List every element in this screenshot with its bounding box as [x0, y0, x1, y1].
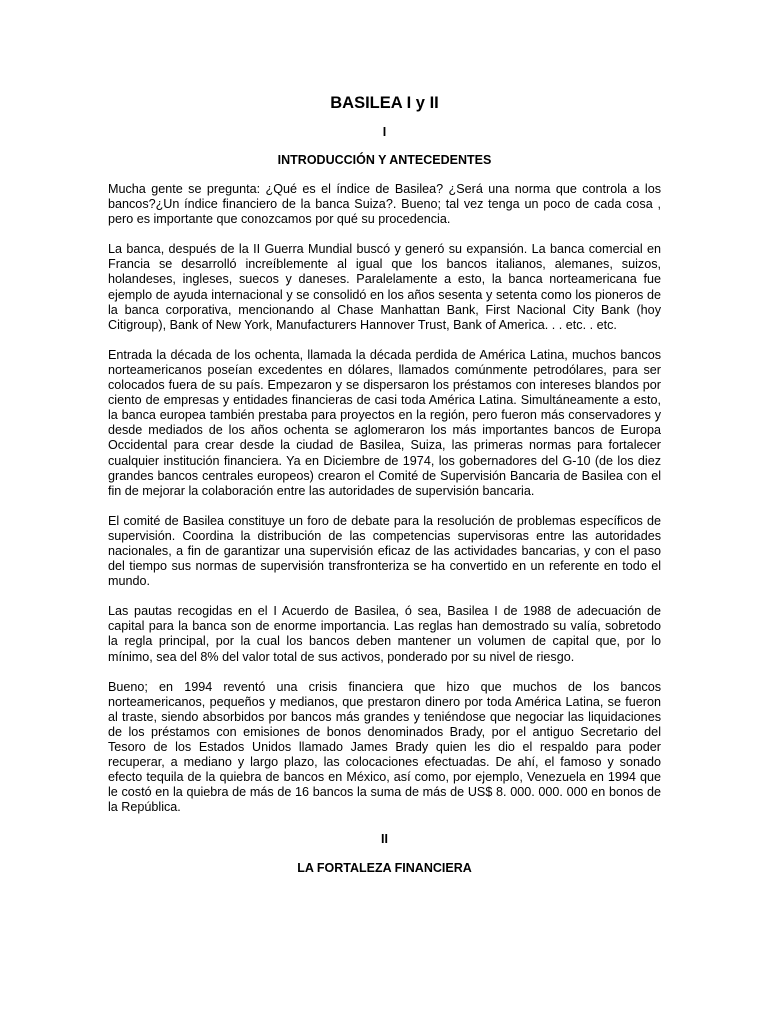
- section-heading-2: LA FORTALEZA FINANCIERA: [297, 861, 472, 876]
- paragraph-3: Entrada la década de los ochenta, llamada la década perdida de América Latina, muchos bancos norteamericanos poseían excedentes en dólares, llamados comúnmente petrodólares, para ser colocados fuera de su país. Empezaron y se dispersaron los préstamos con intereses blandos por ciento de empresas y entidades financieras de casi toda América Latina. Simultáneamente a esto, la banca europea también prestaba para proyectos en la región, pero fueron más conservadores y desde mediados de los años ochenta se aglomeraron los más importantes bancos de Europa Occidental para crear desde la ciudad de Basilea, Suiza, las primeras normas para fortalecer cualquier institución financiera. Ya en Diciembre de 1974, los gobernadores del G-10 (de los diez grandes bancos centrales europeos) crearon el Comité de Supervisión Bancaria de Basilea con el fin de mejorar la colaboración entre las autoridades de supervisión bancaria.: [108, 347, 661, 498]
- section-number-1: I: [382, 125, 387, 139]
- paragraph-2: La banca, después de la II Guerra Mundial buscó y generó su expansión. La banca comercial en Francia se desarrolló increíblemente al igual que los bancos italianos, alemanes, suizos, holandeses, ingleses, suecos y daneses. Paralelamente a esto, la banca norteamericana fue ejemplo de ayuda internacional y se consolidó en los años sesenta y setenta como los pioneros de la banca corporativa, mencionando al Chase Manhattan Bank, First Nacional City Bank (hoy Citigroup), Bank of New York, Manufacturers Hannover Trust, Bank of America. . . etc. . etc.: [108, 242, 661, 332]
- document-page: [108, 92, 661, 876]
- paragraph-4: El comité de Basilea constituye un foro de debate para la resolución de problemas específicos de supervisión. Coordina la distribución de las competencias supervisoras entre las autoridades nacionales, a fin de garantizar una supervisión eficaz de las actividades bancarias, y con el paso del tiempo sus normas de supervisión transfronteriza se ha convertido en un referente en todo el mundo.: [108, 513, 661, 589]
- paragraph-1: Mucha gente se pregunta: ¿Qué es el índice de Basilea? ¿Será una norma que controla a los bancos?¿Un índice financiero de la banca Suiza?. Bueno; tal vez tenga un poco de cada cosa , pero es importante que conozcamos por qué su procedencia.: [108, 182, 661, 227]
- document-title: BASILEA I y II: [330, 94, 439, 112]
- section-heading-1: INTRODUCCIÓN Y ANTECEDENTES: [277, 153, 492, 167]
- paragraph-5: Las pautas recogidas en el I Acuerdo de Basilea, ó sea, Basilea I de 1988 de adecuación de capital para la banca son de enorme importancia. Las reglas han demostrado su valía, sobretodo la regla principal, por la cual los bancos deben mantener un volumen de capital que, por lo mínimo, sea del 8% del valor total de sus activos, ponderado por su nivel de riesgo.: [108, 604, 661, 664]
- paragraph-6: Bueno; en 1994 reventó una crisis financiera que hizo que muchos de los bancos norteamericanos, pequeños y medianos, que prestaron dinero por toda América Latina, se fueron al traste, siendo absorbidos por bancos más grandes y teniéndose que negociar las liquidaciones de los préstamos con emisiones de bonos denominados Brady, por el antiguo Secretario del Tesoro de los Estados Unidos llamado James Brady quien les dio el respaldo para poder recuperar, a mediano y largo plazo, las colocaciones efectuadas. De ahí, el famoso y sonado efecto tequila de la quiebra de bancos en México, así como, por ejemplo, Venezuela en 1994 que le costó en la quiebra de más de 16 bancos la suma de más de US$ 8. 000. 000. 000 en bonos de la República.: [108, 679, 661, 815]
- section-number-2: II: [381, 832, 388, 847]
